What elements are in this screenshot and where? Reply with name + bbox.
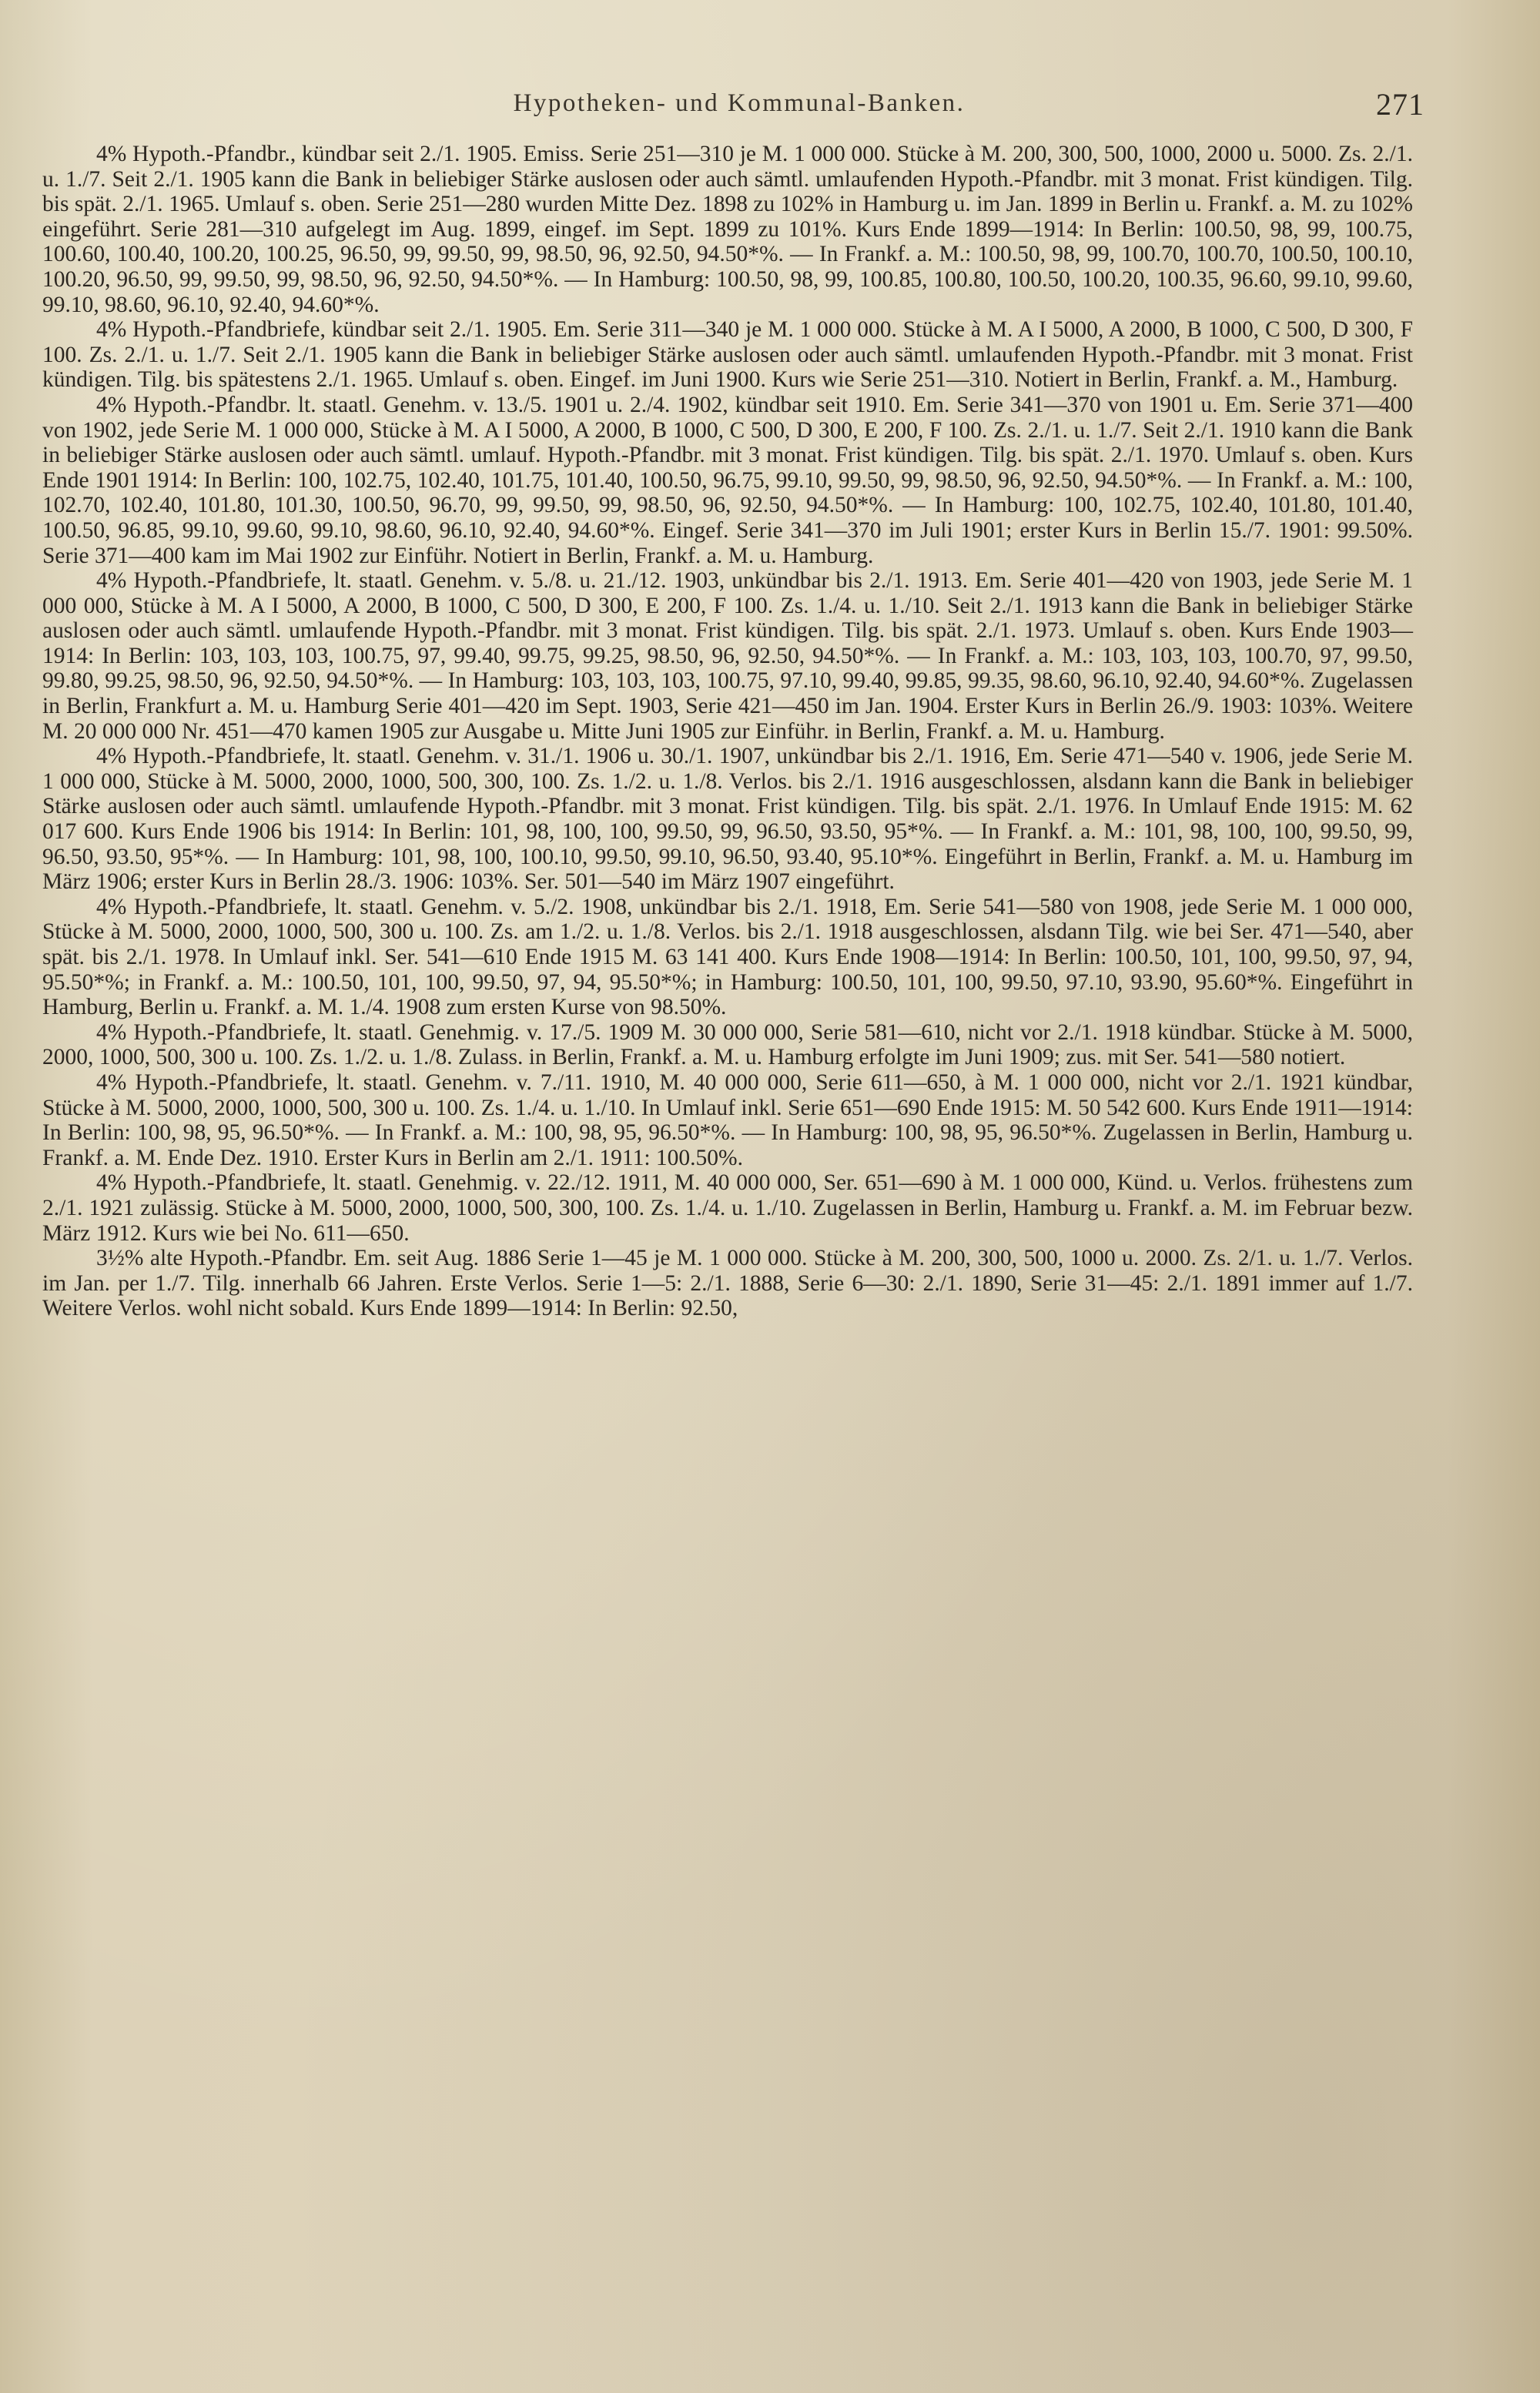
paragraph-pfandbr-serie-471-540: 4% Hypoth.-Pfandbriefe, lt. staatl. Genehm. v. 31./1. 1906 u. 30./1. 1907, unkündbar bis 2./1. 1916, Em. Serie 471—540 v. 1906, jede Serie M. 1 000 000, Stücke à M. 5000, 2000, 1000, 500, 300, 100. Zs. 1./2. u. 1./8. Verlos. bis 2./1. 1916 ausgeschlossen, alsdann kann die Bank in beliebiger Stärke auslosen oder auch sämtl. umlaufende Hypoth.-Pfandbr. mit 3 monat. Frist kündigen. Tilg. bis spät. 2./1. 1976. In Umlauf Ende 1915: M. 62 017 600. Kurs Ende 1906 bis 1914: In Berlin: 101, 98, 100, 100, 99.50, 99, 96.50, 93.50, 95*%. — In Frankf. a. M.: 101, 98, 100, 100, 99.50, 99, 96.50, 93.50, 95*%. — In Hamburg: 101, 98, 100, 100.10, 99.50, 99.10, 96.50, 93.40, 95.10*%. Eingeführt in Berlin, Frankf. a. M. u. Hamburg im März 1906; erster Kurs in Berlin 28./3. 1906: 103%. Ser. 501—540 im März 1907 eingeführt. [42,744,1413,895]
paragraph-pfandbr-serie-401-470: 4% Hypoth.-Pfandbriefe, lt. staatl. Genehm. v. 5./8. u. 21./12. 1903, unkündbar bis 2./1. 1913. Em. Serie 401—420 von 1903, jede Serie M. 1 000 000, Stücke à M. A I 5000, A 2000, B 1000, C 500, D 300, E 200, F 100. Zs. 1./4. u. 1./10. Seit 2./1. 1913 kann die Bank in beliebiger Stärke auslosen oder auch sämtl. umlaufende Hypoth.-Pfandbr. mit 3 monat. Frist kündigen. Tilg. bis spät. 2./1. 1973. Umlauf s. oben. Kurs Ende 1903—1914: In Berlin: 103, 103, 103, 100.75, 97, 99.40, 99.75, 99.25, 98.50, 96, 92.50, 94.50*%. — In Frankf. a. M.: 103, 103, 103, 100.70, 97, 99.50, 99.80, 99.25, 98.50, 96, 92.50, 94.50*%. — In Hamburg: 103, 103, 103, 100.75, 97.10, 99.40, 99.85, 99.35, 98.60, 96.10, 92.40, 94.60*%. Zugelassen in Berlin, Frankfurt a. M. u. Hamburg Serie 401—420 im Sept. 1903, Serie 421—450 im Jan. 1904. Erster Kurs in Berlin 26./9. 1903: 103%. Weitere M. 20 000 000 Nr. 451—470 kamen 1905 zur Ausgabe u. Mitte Juni 1905 zur Einführ. in Berlin, Frankf. a. M. u. Hamburg. [42,568,1413,744]
paragraph-pfandbr-serie-651-690: 4% Hypoth.-Pfandbriefe, lt. staatl. Genehmig. v. 22./12. 1911, M. 40 000 000, Ser. 651—690 à M. 1 000 000, Künd. u. Verlos. frühestens zum 2./1. 1921 zulässig. Stücke à M. 5000, 2000, 1000, 500, 300, 100. Zs. 1./4. u. 1./10. Zugelassen in Berlin, Hamburg u. Frankf. a. M. im Februar bezw. März 1912. Kurs wie bei No. 611—650. [42,1170,1413,1246]
paragraph-alte-pfandbr-serie-1-45: 3½% alte Hypoth.-Pfandbr. Em. seit Aug. 1886 Serie 1—45 je M. 1 000 000. Stücke à M. 200, 300, 500, 1000 u. 2000. Zs. 2/1. u. 1./7. Verlos. im Jan. per 1./7. Tilg. innerhalb 66 Jahren. Erste Verlos. Serie 1—5: 2./1. 1888, Serie 6—30: 2./1. 1890, Serie 31—45: 2./1. 1891 immer auf 1./7. Weitere Verlos. wohl nicht sobald. Kurs Ende 1899—1914: In Berlin: 92.50, [42,1246,1413,1321]
page-header [54,77,1424,139]
paragraph-pfandbr-serie-581-610: 4% Hypoth.-Pfandbriefe, lt. staatl. Genehmig. v. 17./5. 1909 M. 30 000 000, Serie 581—610, nicht vor 2./1. 1918 kündbar. Stücke à M. 5000, 2000, 1000, 500, 300 u. 100. Zs. 1./2. u. 1./8. Zulass. in Berlin, Frankf. a. M. u. Hamburg erfolgte im Juni 1909; zus. mit Ser. 541—580 notiert. [42,1019,1413,1070]
page-number: 271 [1376,87,1424,122]
paragraph-pfandbr-serie-311-340: 4% Hypoth.-Pfandbriefe, kündbar seit 2./1. 1905. Em. Serie 311—340 je M. 1 000 000. Stücke à M. A I 5000, A 2000, B 1000, C 500, D 300, F 100. Zs. 2./1. u. 1./7. Seit 2./1. 1905 kann die Bank in beliebiger Stärke auslosen oder auch sämtl. umlaufenden Hypoth.-Pfandbr. mit 3 monat. Frist kündigen. Tilg. bis spätestens 2./1. 1965. Umlauf s. oben. Eingef. im Juni 1900. Kurs wie Serie 251—310. Notiert in Berlin, Frankf. a. M., Hamburg. [42,317,1413,393]
paragraph-pfandbr-serie-541-580: 4% Hypoth.-Pfandbriefe, lt. staatl. Genehm. v. 5./2. 1908, unkündbar bis 2./1. 1918, Em. Serie 541—580 von 1908, jede Serie M. 1 000 000, Stücke à M. 5000, 2000, 1000, 500, 300 u. 100. Zs. am 1./2. u. 1./8. Verlos. bis 2./1. 1918 ausgeschlossen, alsdann Tilg. wie bei Ser. 471—540, aber spät. bis 2./1. 1978. In Umlauf inkl. Ser. 541—610 Ende 1915 M. 63 141 400. Kurs Ende 1908—1914: In Berlin: 100.50, 101, 100, 99.50, 97, 94, 95.50*%; in Frankf. a. M.: 100.50, 101, 100, 99.50, 97, 94, 95.50*%; in Hamburg: 100.50, 101, 100, 99.50, 97.10, 93.90, 95.60*%. Eingeführt in Hamburg, Berlin u. Frankf. a. M. 1./4. 1908 zum ersten Kurse von 98.50%. [42,894,1413,1020]
page-body [42,142,1413,1321]
paragraph-pfandbr-serie-341-400: 4% Hypoth.-Pfandbr. lt. staatl. Genehm. v. 13./5. 1901 u. 2./4. 1902, kündbar seit 1910. Em. Serie 341—370 von 1901 u. Em. Serie 371—400 von 1902, jede Serie M. 1 000 000, Stücke à M. A I 5000, A 2000, B 1000, C 500, D 300, E 200, F 100. Zs. 2./1. u. 1./7. Seit 2./1. 1910 kann die Bank in beliebiger Stärke auslosen oder auch sämtl. umlauf. Hypoth.-Pfandbr. mit 3 monat. Frist kündigen. Tilg. bis spät. 2./1. 1970. Umlauf s. oben. Kurs Ende 1901 1914: In Berlin: 100, 102.75, 102.40, 101.75, 101.40, 100.50, 96.75, 99.10, 99.50, 99, 98.50, 96, 92.50, 94.50*%. — In Frankf. a. M.: 100, 102.70, 102.40, 101.80, 101.30, 100.50, 96.70, 99, 99.50, 99, 98.50, 96, 92.50, 94.50*%. — In Hamburg: 100, 102.75, 102.40, 101.80, 101.40, 100.50, 96.85, 99.10, 99.60, 99.10, 98.60, 96.10, 92.40, 94.60*%. Eingef. Serie 341—370 im Juli 1901; erster Kurs in Berlin 15./7. 1901: 99.50%. Serie 371—400 kam im Mai 1902 zur Einführ. Notiert in Berlin, Frankf. a. M. u. Hamburg. [42,392,1413,568]
running-head-title: Hypotheken- und Kommunal-Banken. [513,89,966,117]
paragraph-pfandbr-serie-611-650: 4% Hypoth.-Pfandbriefe, lt. staatl. Genehm. v. 7./11. 1910, M. 40 000 000, Serie 611—650, à M. 1 000 000, nicht vor 2./1. 1921 kündbar, Stücke à M. 5000, 2000, 1000, 500, 300 u. 100. Zs. 1./4. u. 1./10. In Umlauf inkl. Serie 651—690 Ende 1915: M. 50 542 600. Kurs Ende 1911—1914: In Berlin: 100, 98, 95, 96.50*%. — In Frankf. a. M.: 100, 98, 95, 96.50*%. — In Hamburg: 100, 98, 95, 96.50*%. Zugelassen in Berlin, Hamburg u. Frankf. a. M. Ende Dez. 1910. Erster Kurs in Berlin am 2./1. 1911: 100.50%. [42,1069,1413,1170]
paragraph-pfandbr-serie-251-310: 4% Hypoth.-Pfandbr., kündbar seit 2./1. 1905. Emiss. Serie 251—310 je M. 1 000 000. Stücke à M. 200, 300, 500, 1000, 2000 u. 5000. Zs. 2./1. u. 1./7. Seit 2./1. 1905 kann die Bank in beliebiger Stärke auslosen oder auch sämtl. umlaufenden Hypoth.-Pfandbr. mit 3 monat. Frist kündigen. Tilg. bis spät. 2./1. 1965. Umlauf s. oben. Serie 251—280 wurden Mitte Dez. 1898 zu 102% in Hamburg u. im Jan. 1899 in Berlin u. Frankf. a. M. zu 102% eingeführt. Serie 281—310 aufgelegt im Aug. 1899, eingef. im Sept. 1899 zu 101%. Kurs Ende 1899—1914: In Berlin: 100.50, 98, 99, 100.75, 100.60, 100.40, 100.20, 100.25, 96.50, 99, 99.50, 99, 98.50, 96, 92.50, 94.50*%. — In Frankf. a. M.: 100.50, 98, 99, 100.70, 100.70, 100.50, 100.10, 100.20, 96.50, 99, 99.50, 99, 98.50, 96, 92.50, 94.50*%. — In Hamburg: 100.50, 98, 99, 100.85, 100.80, 100.50, 100.20, 100.35, 96.60, 99.10, 99.60, 99.10, 98.60, 96.10, 92.40, 94.60*%. [42,142,1413,317]
